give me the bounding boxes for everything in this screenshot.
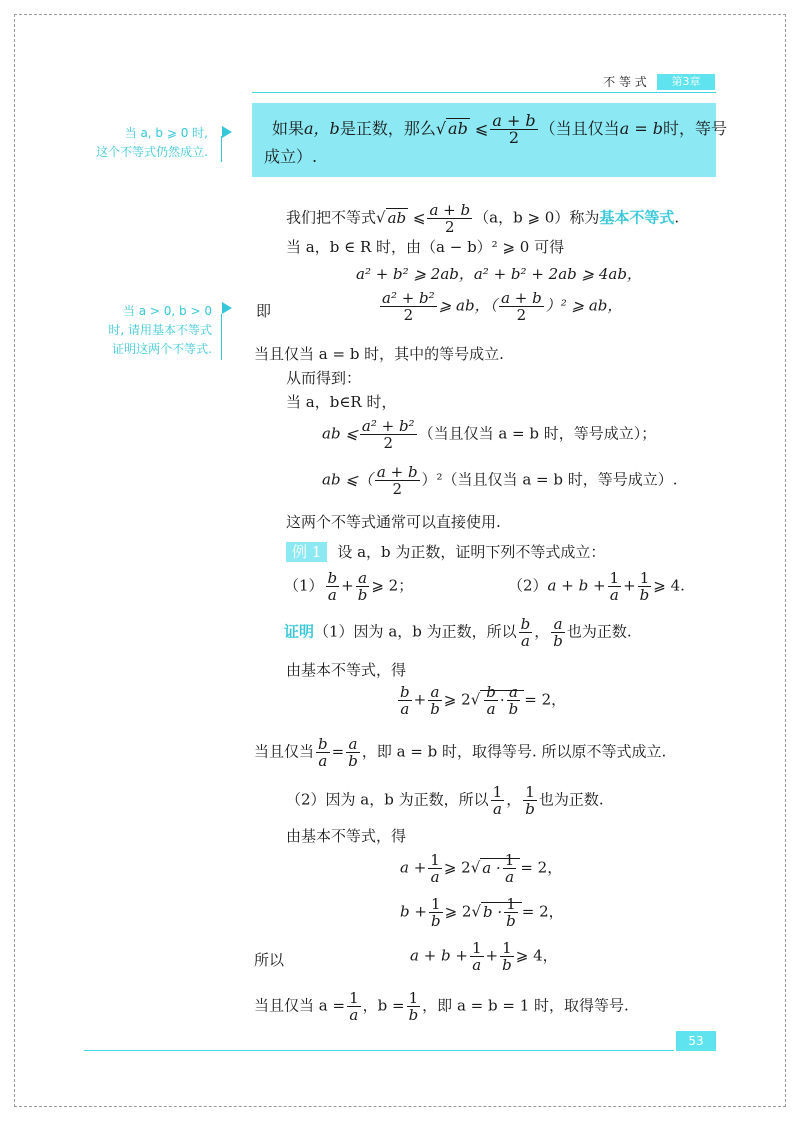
side-note-1-pointer-icon: [222, 126, 232, 138]
proof-eq-4: [410, 940, 558, 973]
e2-radical: [480, 851, 520, 886]
s3-n2: a: [346, 736, 360, 753]
example-text: 设 a，b 为正数，证明下列不等式成立：: [337, 543, 606, 561]
s4-comma: ，: [506, 790, 522, 809]
e3-mid: ⩾ 2: [444, 902, 472, 921]
e1-d2: b: [430, 700, 440, 718]
e2-n: 1: [430, 851, 440, 869]
example-tag: 例 1: [286, 542, 327, 562]
s7-mid: ，b =: [362, 996, 405, 1015]
p1-frac-den: 2: [445, 218, 455, 236]
q1-d1: a: [327, 586, 337, 604]
proof-eq-2: a + $\frac{1}{a}$ ⩾ 2√ a · $\frac{1}{a}$ = 2，: [400, 851, 563, 886]
q2-d1: a: [609, 586, 619, 604]
q2-pre: a + b +: [547, 576, 606, 595]
s4-end: 也为正数.: [538, 790, 604, 809]
side-note-1-line1: 当 a, b ⩾ 0 时,: [124, 126, 208, 140]
q1-d2: b: [357, 586, 368, 604]
f1-post: （当且仅当 a = b 时，等号成立）；: [418, 424, 657, 443]
q2-n1: 1: [609, 569, 620, 587]
side-note-1-line2: 这个不等式仍然成立.: [96, 145, 208, 159]
f2-pre: ab ⩽（: [322, 470, 373, 489]
theorem-text-mid: 是正数，那么: [339, 119, 436, 138]
e1-frac1: [398, 684, 412, 717]
proof-basic-2: 由基本不等式，得: [286, 827, 407, 845]
proof-step-2: [286, 784, 604, 817]
s1-end: 也为正数.: [566, 622, 632, 641]
p4-num1: a² + b²: [382, 289, 435, 307]
s4-n1: 1: [492, 783, 503, 801]
paragraph-derivation: 当 a，b ∈ R 时，由（a − b）² ⩾ 0 可得: [286, 238, 565, 256]
s7-d1: a: [349, 1006, 359, 1024]
e2-rfrac: [503, 852, 517, 885]
s3-eq: =: [331, 742, 345, 761]
e4-pre: a + b +: [410, 946, 468, 965]
f2-post: ）²（当且仅当 a = b 时，等号成立）.: [421, 470, 678, 489]
paragraph-basic-inequality: 我们把不等式√ ab ⩽ $\frac{a + b}{2}$ （a，b ⩾ 0）称为基本不等式.: [286, 201, 680, 236]
theorem-text-pre: 如果: [272, 119, 305, 138]
f2-num: a + b: [376, 463, 418, 481]
e4-plus: +: [485, 946, 499, 965]
theorem-text-post: （当且仅当: [539, 119, 620, 138]
proof-eq-3: b + $\frac{1}{b}$ ⩾ 2√ b · $\frac{1}{b}$ = 2，: [400, 895, 564, 930]
e1-rfrac1: [484, 684, 498, 717]
q2-d2: b: [639, 586, 650, 604]
e3-rn: 1: [504, 896, 518, 913]
theorem-fraction: [490, 113, 537, 146]
e2-pre: a +: [400, 858, 427, 877]
e1-mid: ⩾ 2: [443, 690, 471, 709]
s7-n1: 1: [349, 989, 359, 1007]
e3-n: 1: [429, 896, 443, 913]
s1-frac2: [551, 616, 565, 649]
s7-n2: 1: [407, 990, 421, 1007]
p1-pre: 我们把不等式: [286, 208, 377, 227]
p1-fraction: [427, 202, 472, 235]
s1-frac1: [519, 616, 533, 649]
e3-end: = 2，: [521, 902, 564, 921]
q2-n2: 1: [638, 570, 652, 587]
theorem-line2: 成立）.: [264, 147, 318, 166]
f1-fraction: [360, 418, 417, 451]
s7-frac1: [347, 990, 361, 1023]
p4-mid: ⩾ ab，（: [438, 296, 498, 315]
f1-pre: ab ⩽: [322, 424, 358, 443]
q1-end: ⩾ 2；: [371, 576, 414, 595]
e4-end: ⩾ 4，: [515, 946, 558, 965]
q2-frac2: [638, 570, 652, 603]
side-note-2-pointer-icon: [222, 302, 232, 314]
e1-d1: a: [400, 700, 410, 718]
side-note-2: [84, 302, 212, 359]
e1-frac2: [428, 684, 442, 717]
footer-rule: [84, 1050, 674, 1051]
e3-rfrac: [504, 896, 518, 929]
theorem-vars: a，b: [304, 119, 340, 138]
e4-n2: 1: [500, 940, 514, 957]
s7-pre: 当且仅当 a =: [254, 996, 346, 1015]
e3-rd: b: [506, 912, 516, 930]
e4-frac1: [470, 940, 484, 973]
e3-frac: [429, 896, 443, 929]
p4-num2: a + b: [501, 289, 542, 307]
chapter-badge: 第3章: [657, 74, 715, 90]
p1-end: .: [674, 208, 680, 227]
q2-plus: +: [623, 576, 636, 595]
paragraph-when: 当 a，b∈R 时，: [286, 393, 397, 411]
p4-end: ）² ⩾ ab，: [545, 296, 623, 315]
p1-frac-num: a + b: [429, 201, 471, 219]
q2-end: ⩾ 4.: [653, 576, 685, 595]
s4-pre: （2）因为 a，b 为正数，所以: [286, 790, 489, 809]
e3-pre: b +: [400, 902, 427, 921]
formula-f2: [322, 464, 678, 497]
s4-n2: 1: [523, 784, 537, 801]
theorem-text-end: 时，等号: [663, 119, 728, 138]
q1-frac2: [356, 570, 370, 603]
label-suoyi: 所以: [254, 951, 285, 969]
paragraph-equality: 当且仅当 a = b 时，其中的等号成立.: [254, 345, 504, 363]
f1-num: a² + b²: [361, 417, 415, 435]
side-note-2-line3: 证明这两个不等式.: [112, 342, 212, 356]
formula-f1: [322, 418, 656, 451]
e4-n1: 1: [472, 939, 482, 957]
e1-dot: ·: [499, 690, 505, 709]
p4-fraction-2: [499, 290, 544, 323]
q1-n2: a: [356, 570, 370, 587]
theorem-frac-num: a + b: [492, 111, 536, 130]
q2-label: （2）: [508, 576, 548, 595]
e1-rd2: b: [508, 700, 519, 718]
e1-radical: [480, 683, 524, 718]
side-note-2-line1: 当 a > 0, b > 0: [122, 304, 212, 318]
theorem-condition: a = b: [619, 119, 664, 138]
e1-rn1: b: [486, 683, 496, 701]
s7-frac2: [407, 990, 421, 1023]
proof-step-1: [284, 616, 632, 649]
paragraph-hence: 从而得到：: [286, 369, 362, 387]
theorem-box: [252, 103, 728, 177]
theorem-line1: 如果a，b是正数，那么√ ab ⩽ $\frac{a + b}{2}$ （当且仅当a = b时，等号: [272, 111, 728, 147]
e1-end: = 2，: [524, 690, 567, 709]
e1-rn2: a: [507, 684, 521, 701]
side-note-2-line2: 时, 请用基本不等式: [108, 323, 212, 337]
s3-end: ，即 a = b 时，取得等号. 所以原不等式成立.: [361, 742, 667, 761]
s1-d1: a: [520, 632, 530, 650]
formula-two-inequalities: [378, 290, 622, 323]
s4-d1: a: [492, 800, 502, 818]
side-note-1-bar: [220, 136, 222, 162]
e1-rfrac2: [507, 684, 521, 717]
p1-root: ab: [387, 208, 407, 227]
formula-squares: a² + b² ⩾ 2ab，a² + b² + 2ab ⩾ 4ab，: [356, 265, 642, 283]
term-basic-inequality: 基本不等式: [599, 208, 675, 227]
s3-pre: 当且仅当: [254, 742, 315, 761]
q1-frac1: [326, 570, 340, 603]
e2-rn: 1: [504, 851, 515, 869]
proof-conclusion-1: [254, 736, 666, 769]
proof-label: 证明: [284, 622, 315, 641]
s3-frac1: [316, 736, 330, 769]
s7-end: ，即 a = b = 1 时，取得等号.: [422, 996, 629, 1015]
q1-n1: b: [327, 569, 338, 587]
s1-d2: b: [553, 632, 563, 650]
e3-r1: b ·: [483, 902, 503, 921]
s1-comma: ，: [534, 622, 550, 641]
f2-fraction: [375, 464, 420, 497]
proof-eq-1: $\frac{b}{a}$ + $\frac{a}{b}$ ⩾ 2√ $\frac{b}{a}$ · $\frac{a}{b}$ = 2，: [400, 683, 567, 718]
p4-fraction-1: [380, 290, 437, 323]
e1-n1: b: [400, 683, 410, 701]
e4-d2: b: [502, 956, 512, 974]
e2-rd: a: [505, 868, 515, 886]
e4-frac2: [500, 940, 514, 973]
paragraph-direct-use: 这两个不等式通常可以直接使用.: [286, 513, 501, 531]
proof-conclusion-2: [254, 990, 629, 1023]
e1-rd1: a: [486, 700, 496, 718]
proof-basic-1: 由基本不等式，得: [286, 661, 407, 679]
s3-n1: b: [318, 735, 328, 753]
header-title: 不 等 式: [596, 74, 654, 90]
theorem-frac-den: 2: [508, 128, 520, 147]
s1-pre: （1）因为 a，b 为正数，所以: [314, 622, 517, 641]
example-q2: [508, 570, 685, 603]
p4-den1: 2: [403, 306, 414, 324]
e2-r1: a ·: [482, 858, 501, 877]
s3-frac2: [346, 736, 360, 769]
example-q1: [284, 570, 413, 603]
s1-n2: a: [551, 616, 565, 633]
e3-d: b: [430, 912, 441, 930]
s3-d2: b: [348, 752, 358, 770]
e2-frac: [428, 852, 442, 885]
s7-d2: b: [408, 1006, 419, 1024]
header-rule: [252, 92, 716, 93]
theorem-root: ab: [448, 119, 468, 138]
s3-d1: a: [318, 752, 328, 770]
q1-label: （1）: [284, 576, 324, 595]
s4-d2: b: [525, 800, 535, 818]
page-number: 53: [676, 1031, 716, 1051]
side-note-2-bar: [220, 314, 222, 360]
e4-d1: a: [472, 956, 482, 974]
s4-frac2: [523, 784, 537, 817]
e2-end: = 2，: [520, 858, 563, 877]
e1-n2: a: [428, 684, 442, 701]
e1-plus: +: [413, 690, 427, 709]
side-note-1: [84, 124, 208, 162]
label-ji: 即: [256, 302, 272, 320]
s1-n1: b: [520, 615, 531, 633]
q2-frac1: [608, 570, 622, 603]
e2-d: a: [430, 868, 440, 886]
e3-radical: [481, 895, 522, 930]
q1-plus: +: [341, 576, 354, 595]
f1-den: 2: [383, 434, 393, 452]
s4-frac1: [491, 784, 505, 817]
example-1-statement: [286, 542, 605, 562]
f2-den: 2: [392, 480, 402, 498]
p4-den2: 2: [516, 306, 527, 324]
e2-mid: ⩾ 2: [443, 858, 471, 877]
p1-cond: （a，b ⩾ 0）称为: [474, 208, 600, 227]
